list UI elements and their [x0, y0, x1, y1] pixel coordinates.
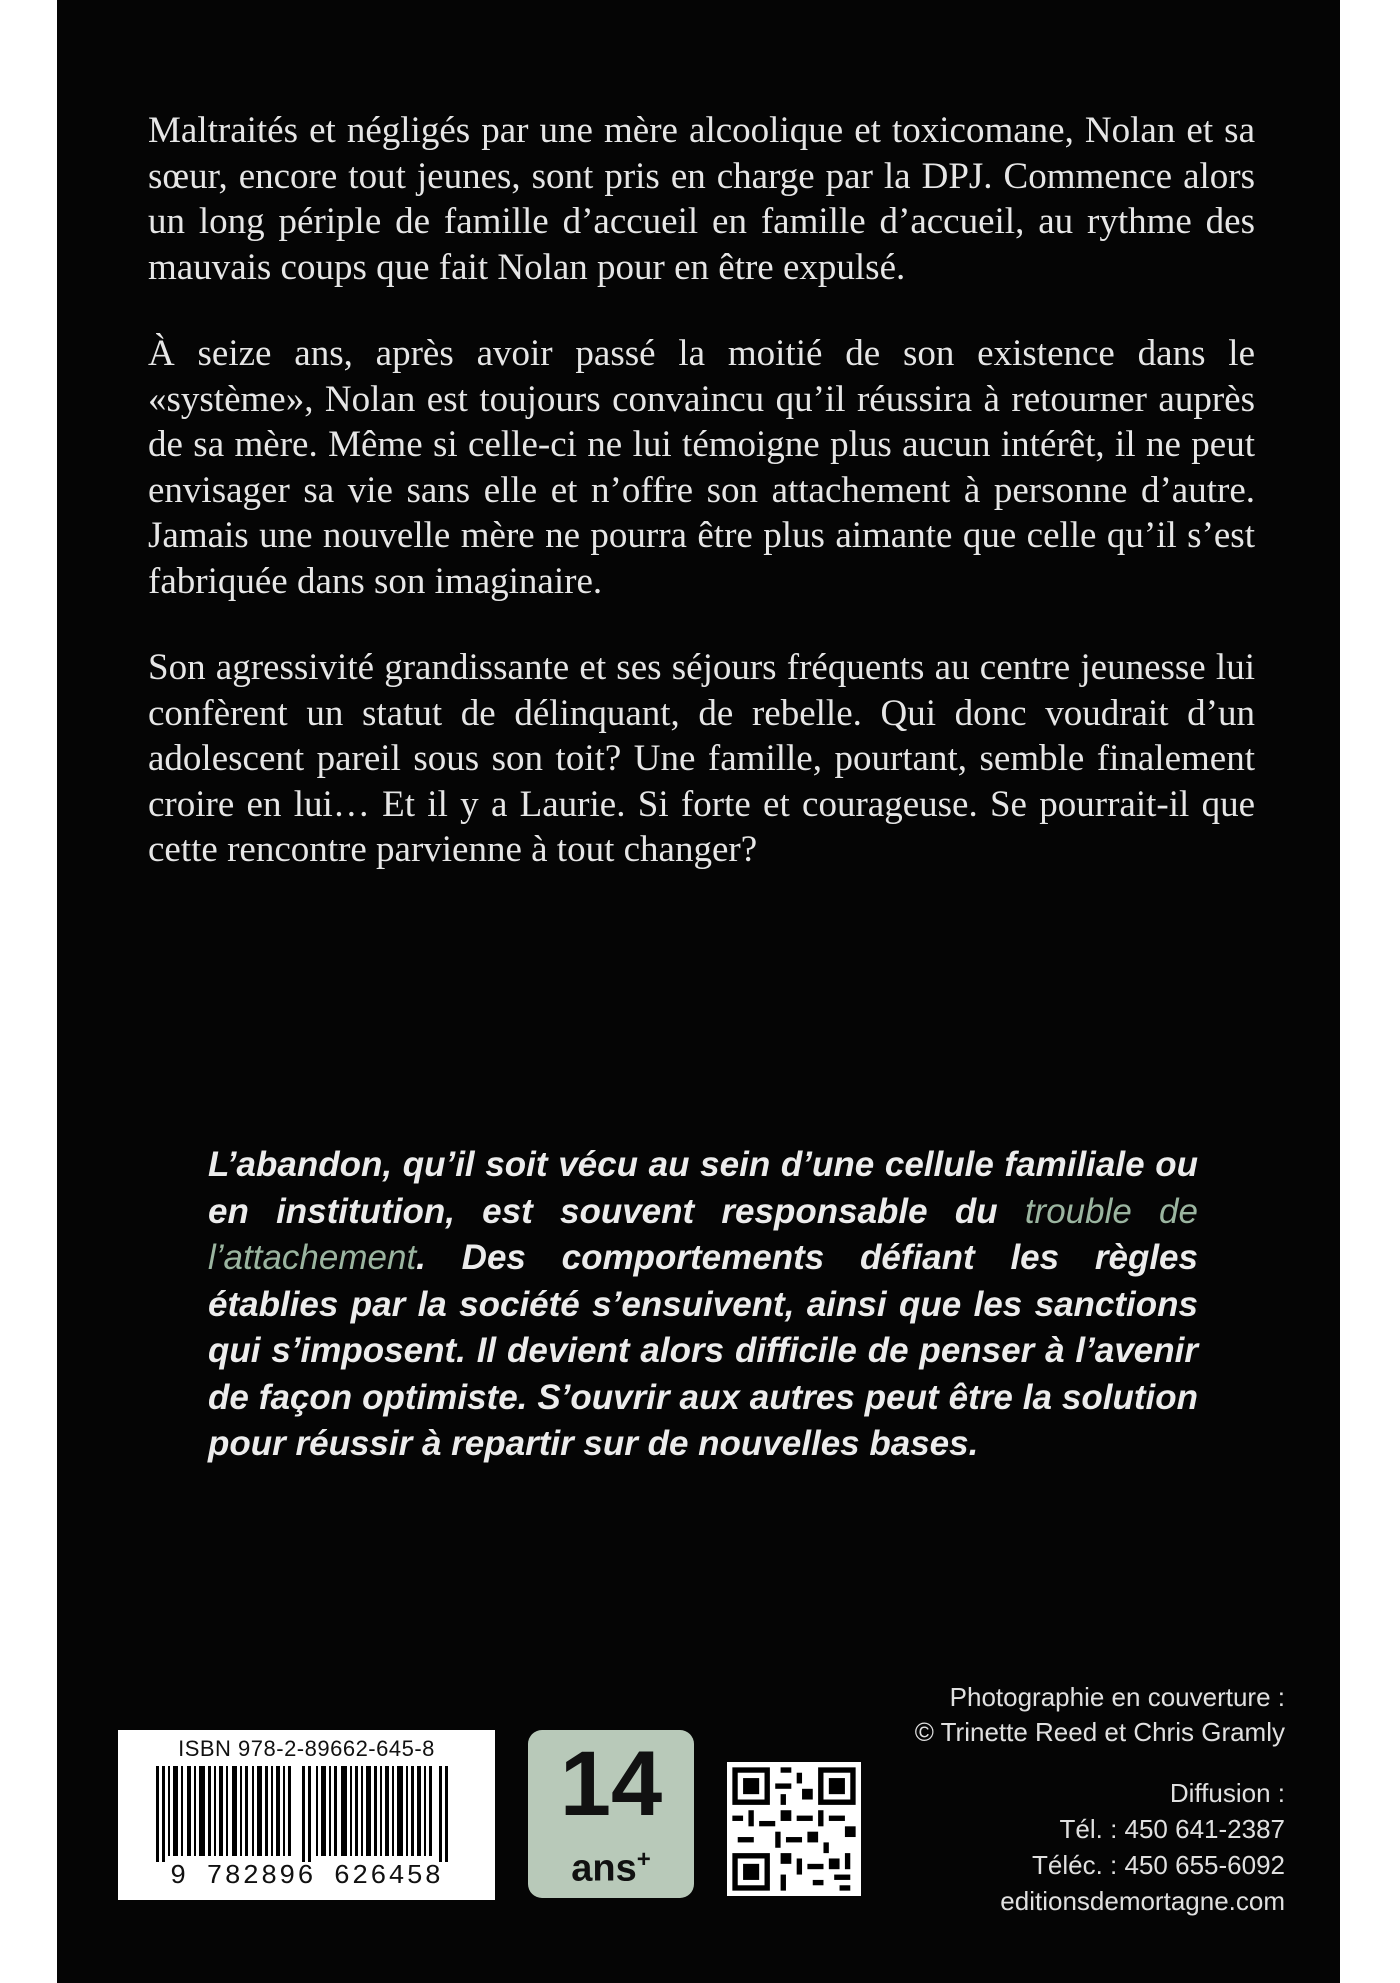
photo-credit — [915, 1680, 1285, 1750]
distribution-fax: Téléc. : 450 655-6092 — [1032, 1850, 1285, 1880]
barcode-bars-icon — [156, 1766, 456, 1862]
distribution-phone: Tél. : 450 641-2387 — [1059, 1814, 1285, 1844]
tagline-text: L’abandon, qu’il soit vécu au sein d’une cellule familiale ou en institution, est souvent responsable du — [208, 1145, 1198, 1231]
publisher-website: editionsdemortagne.com — [1000, 1886, 1285, 1916]
age-rating-unit-text: ans — [571, 1847, 637, 1890]
distribution-label: Diffusion : — [1169, 1778, 1285, 1808]
age-rating-unit — [528, 1838, 694, 1891]
barcode-digits: 9 782896 626458 — [169, 1862, 444, 1892]
tagline-text: . Des comportements défiant les règles établies par la société s’ensuivent, ainsi que les sanctions qui s’imposent. Il devient alors difficile de penser à l’avenir de façon optimiste. S’ouvrir aux autres peut être la solution pour réussir à repartir sur de nouvelles bases. — [208, 1238, 1198, 1463]
synopsis-paragraph: À seize ans, après avoir passé la moitié de son existence dans le «système», Nolan est toujours convaincu qu’il réussira à retourner auprès de sa mère. Même si celle-ci ne lui témoigne plus aucun intérêt, il ne peut envisager sa vie sans elle et n’offre son attachement à personne d’autre. Jamais une nouvelle mère ne pourra être plus aimante que celle qu’il s’est fabriquée dans son imaginaire. — [148, 333, 1255, 602]
qr-code-pattern — [727, 1762, 861, 1896]
tagline-highlight: trouble de l’attachement — [208, 1191, 1198, 1277]
synopsis-paragraph: Maltraités et négligés par une mère alcoolique et toxicomane, Nolan et sa sœur, encore tout jeunes, sont pris en charge par la DPJ. Commence alors un long périple de famille d’accueil en famille d’accueil, au rythme des mauvais coups que fait Nolan pour en être expulsé. — [148, 110, 1255, 288]
synopsis — [148, 108, 1255, 914]
photo-credit-label: Photographie en couverture : — [949, 1682, 1285, 1712]
isbn-barcode — [118, 1730, 495, 1900]
qr-code-icon — [727, 1762, 861, 1896]
distribution-info — [1000, 1775, 1285, 1919]
age-rating-badge — [528, 1730, 694, 1898]
isbn-label: ISBN 978-2-89662-645-8 — [178, 1736, 435, 1761]
age-rating-number: 14 — [559, 1733, 663, 1835]
synopsis-paragraph: Son agressivité grandissante et ses séjours fréquents au centre jeunesse lui confèrent un statut de délinquant, de rebelle. Qui donc voudrait d’un adolescent pareil sous son toit? Une famille, pourtant, semble finalement croire en lui… Et il y a Laurie. Si forte et courageuse. Se pourrait-il que cette rencontre parvienne à tout changer? — [148, 647, 1255, 870]
photo-credit-names: © Trinette Reed et Chris Gramly — [914, 1717, 1285, 1747]
tagline — [208, 1142, 1198, 1468]
age-rating-plus: + — [636, 1846, 651, 1873]
